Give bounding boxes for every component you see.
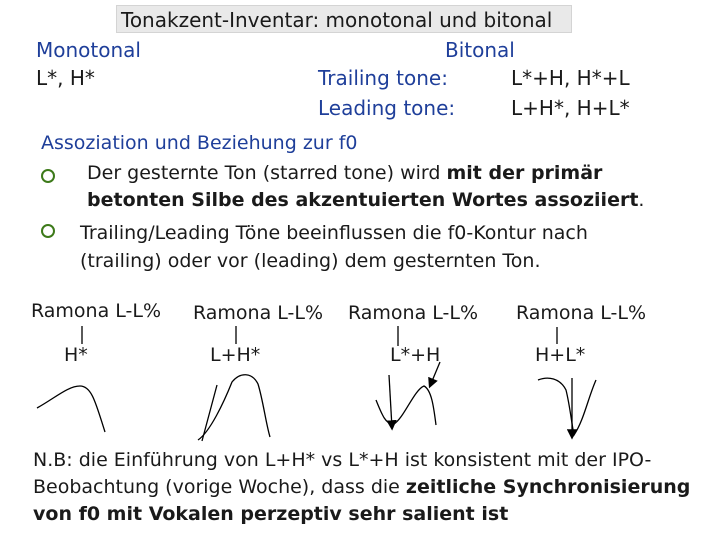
alignment-pointer [202,385,217,441]
example-utterance-2: Ramona L-L% [193,302,324,324]
leading-values: L+H*, H+L* [511,96,630,120]
example-utterance-3: Ramona L-L% [348,302,479,324]
monotonal-values: L*, H* [36,66,95,90]
alignment-pointer [389,375,392,428]
example-accent-2: L+H* [210,344,261,366]
bitonal-heading: Bitonal [445,38,515,62]
trailing-values: L*+H, H*+L [511,66,630,90]
contour-h-star [37,386,105,432]
contour-l-plus-h-star [198,375,270,440]
bullet2-line2: (trailing) oder vor (leading) dem gesternten Ton. [80,250,541,272]
contour-h-plus-l-star [538,378,596,435]
slide-title: Tonakzent-Inventar: monotonal und bitonal [116,5,572,33]
bullet2-line1: Trailing/Leading Töne beeinflussen die f0-Kontur nach [80,222,588,244]
leading-label: Leading tone: [318,96,456,120]
contour-l-star-plus-h [376,386,436,425]
alignment-pointer [430,362,440,386]
trailing-label: Trailing tone: [318,66,448,90]
bullet1-line2: betonten Silbe des akzentuierten Wortes assoziiert. [87,189,645,211]
example-accent-3: L*+H [390,344,441,366]
example-utterance-1: Ramona L-L% [31,300,162,322]
monotonal-heading: Monotonal [36,38,141,62]
example-accent-4: H+L* [535,344,586,366]
note-line1: N.B: die Einführung von L+H* vs L*+H ist konsistent mit der IPO- [33,449,652,471]
note-line3: von f0 mit Vokalen perzeptiv sehr salient ist [33,503,509,525]
note-line2: Beobachtung (vorige Woche), dass die zeitliche Synchronisierung [33,476,691,498]
example-utterance-4: Ramona L-L% [516,302,647,324]
example-accent-1: H* [64,344,88,366]
association-heading: Assoziation und Beziehung zur f0 [41,132,358,154]
bullet1-line1: Der gesternte Ton (starred tone) wird mit der primär [87,162,603,184]
